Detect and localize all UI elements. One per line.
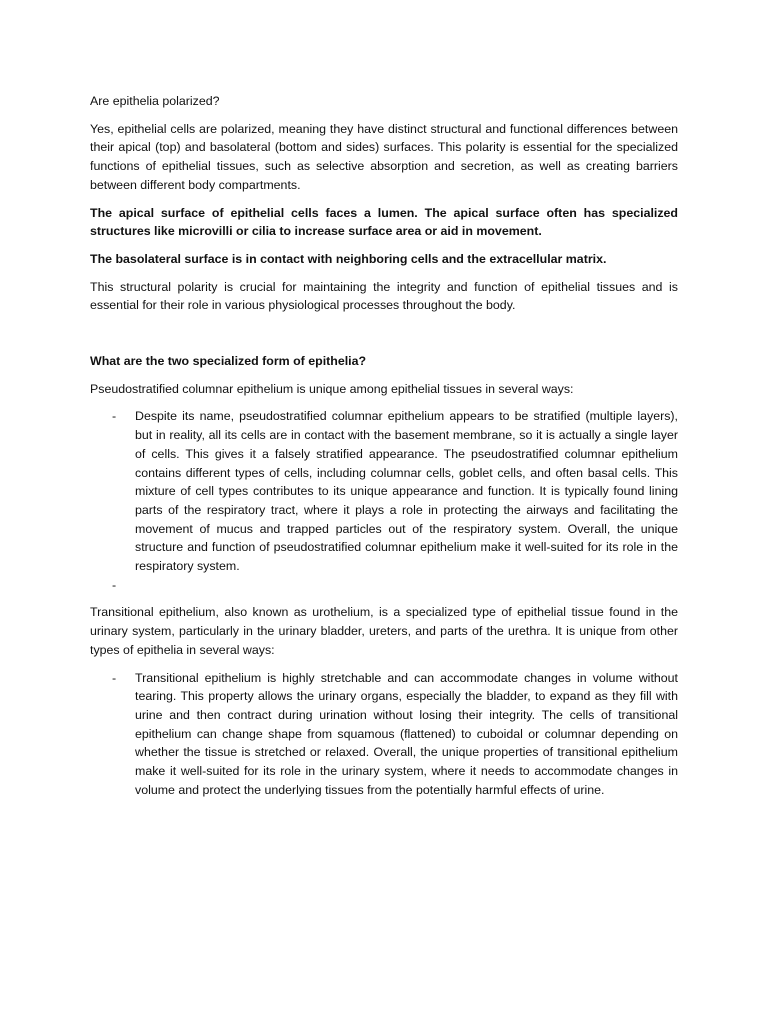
question-specialized-forms-title: What are the two specialized form of epithelia? (90, 354, 367, 369)
pseudostratified-bullet-text: Despite its name, pseudostratified columnar epithelium appears to be stratified (multiple layers), but in reality, all its cells are in contact with the basement membrane, so it is actually a single layer of cells. This gives it a falsely stratified appearance. The pseudostratified columnar epithelium contains different types of cells, including columnar cells, goblet cells, and often basal cells. This mixture of cell types contributes to its unique appearance and function. It is typically found lining parts of the respiratory tract, where it plays a role in protecting the airways and facilitating the movement of mucus and trapped particles out of the respiratory system. Overall, the unique structure and function of pseudostratified columnar epithelium make it well-suited for its role in the respiratory system. (135, 409, 678, 574)
bullet-dash: - (112, 577, 117, 592)
list-item-empty (90, 576, 678, 595)
document-page (90, 92, 678, 808)
bullet-dash: - (112, 670, 117, 685)
polarity-answer-paragraph: Yes, epithelial cells are polarized, meaning they have distinct structural and functional differences between their apical (top) and basolateral (bottom and sides) surfaces. This polarity is essential for the specialized functions of epithelial tissues, such as selective absorption and secretion, as well as creating barriers between different body compartments. (90, 121, 678, 192)
bullet-dash: - (112, 409, 117, 424)
polarity-summary-paragraph: This structural polarity is crucial for maintaining the integrity and function of epithelial tissues and is essential for their role in various physiological processes throughout the body. (90, 279, 678, 313)
list-item (90, 407, 678, 575)
transitional-bullet-text: Transitional epithelium is highly stretchable and can accommodate changes in volume without tearing. This property allows the urinary organs, especially the bladder, to expand as they fill with urine and then contract during urination without losing their integrity. The cells of transitional epithelium can change shape from squamous (flattened) to cuboidal or columnar depending on whether the tissue is stretched or relaxed. Overall, the unique properties of transitional epithelium make it well-suited for its role in the urinary system, where it needs to accommodate changes in volume and protect the underlying tissues from the potentially harmful effects of urine. (135, 670, 678, 797)
list-item (90, 669, 678, 800)
transitional-intro-paragraph: Transitional epithelium, also known as urothelium, is a specialized type of epithelial tissue found in the urinary system, particularly in the urinary bladder, ureters, and parts of the urethra. It is unique from other types of epithelia in several ways: (90, 605, 678, 657)
question-polarized-title: Are epithelia polarized? (90, 94, 220, 108)
transitional-list (90, 669, 678, 800)
basolateral-surface-paragraph: The basolateral surface is in contact with neighboring cells and the extracellular matrix. (90, 251, 607, 266)
apical-surface-paragraph: The apical surface of epithelial cells faces a lumen. The apical surface often has specialized structures like microvilli or cilia to increase surface area or aid in movement. (90, 205, 678, 239)
pseudostratified-list (90, 407, 678, 594)
pseudostratified-intro-paragraph: Pseudostratified columnar epithelium is unique among epithelial tissues in several ways: (90, 381, 574, 396)
section-spacer (90, 324, 678, 352)
